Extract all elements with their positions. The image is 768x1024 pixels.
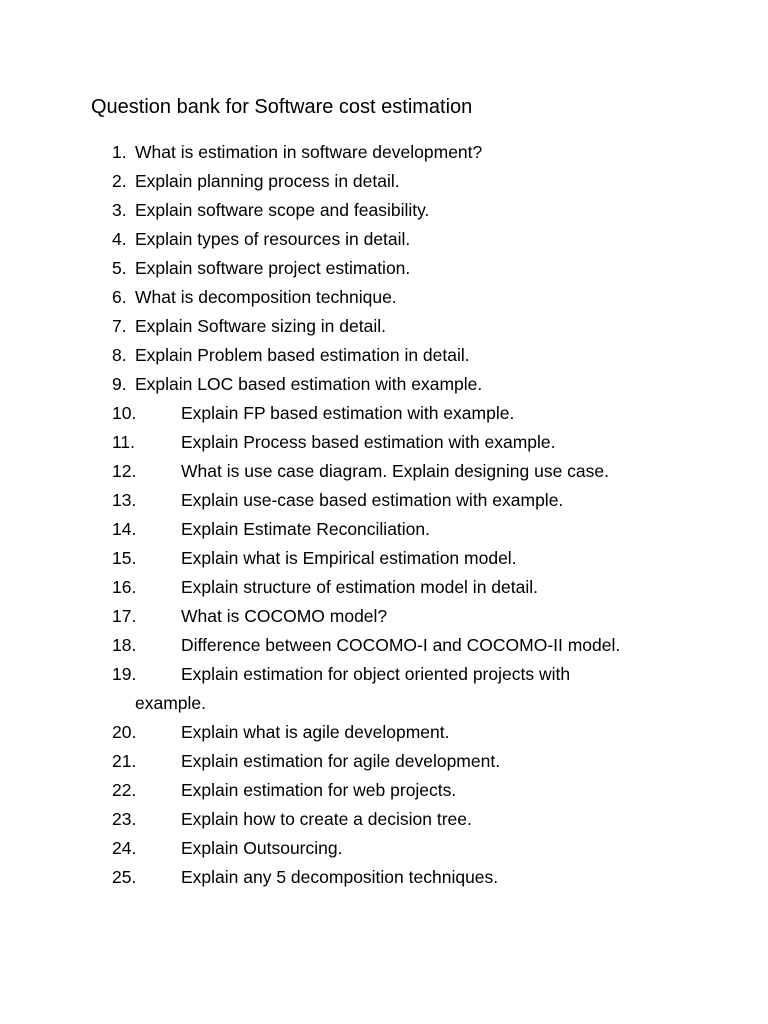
question-item	[0, 718, 768, 747]
question-text: Difference between COCOMO-I and COCOMO-II model.	[181, 635, 621, 655]
question-item	[0, 573, 768, 602]
question-text: Explain FP based estimation with example.	[181, 403, 515, 423]
question-text: Explain estimation for agile development.	[181, 751, 501, 771]
question-item	[0, 863, 768, 892]
question-number: 14.	[112, 519, 137, 539]
question-number: 19.	[112, 664, 137, 684]
question-item	[0, 834, 768, 863]
question-number: 5.	[112, 258, 127, 278]
question-text: What is COCOMO model?	[181, 606, 388, 626]
question-number: 4.	[112, 229, 127, 249]
question-text: What is estimation in software development?	[135, 142, 483, 162]
question-item	[0, 225, 768, 254]
question-item	[0, 138, 768, 167]
question-text: Explain Outsourcing.	[181, 838, 343, 858]
question-number: 11.	[112, 432, 136, 452]
question-item	[0, 457, 768, 486]
question-number: 21.	[112, 751, 137, 771]
question-item	[0, 370, 768, 399]
question-text: Explain LOC based estimation with example.	[135, 374, 483, 394]
question-text: Explain what is Empirical estimation model.	[181, 548, 517, 568]
question-number: 7.	[112, 316, 127, 336]
question-item	[0, 196, 768, 225]
question-item	[0, 428, 768, 457]
question-item	[0, 602, 768, 631]
question-number: 15.	[112, 548, 137, 568]
question-item	[0, 254, 768, 283]
question-text: Explain software scope and feasibility.	[135, 200, 430, 220]
question-item	[0, 341, 768, 370]
question-item	[0, 660, 768, 718]
question-number: 13.	[112, 490, 137, 510]
question-number: 23.	[112, 809, 137, 829]
question-text: Explain planning process in detail.	[135, 171, 400, 191]
question-item	[0, 515, 768, 544]
question-item	[0, 544, 768, 573]
question-text: Explain use-case based estimation with example.	[181, 490, 564, 510]
question-number: 17.	[112, 606, 137, 626]
question-number: 20.	[112, 722, 137, 742]
question-text: Explain how to create a decision tree.	[181, 809, 472, 829]
question-number: 6.	[112, 287, 127, 307]
question-number: 25.	[112, 867, 137, 887]
question-text: Explain Estimate Reconciliation.	[181, 519, 431, 539]
question-text: Explain estimation for object oriented projects with	[181, 664, 571, 684]
question-text: Explain estimation for web projects.	[181, 780, 457, 800]
question-number: 24.	[112, 838, 137, 858]
question-text: Explain types of resources in detail.	[135, 229, 411, 249]
question-item	[0, 399, 768, 428]
question-text: Explain Process based estimation with example.	[181, 432, 556, 452]
question-text-continuation: example.	[135, 693, 207, 713]
question-item	[0, 631, 768, 660]
question-number: 2.	[112, 171, 127, 191]
question-text: Explain any 5 decomposition techniques.	[181, 867, 499, 887]
question-item	[0, 283, 768, 312]
question-item	[0, 747, 768, 776]
question-number: 18.	[112, 635, 137, 655]
question-item	[0, 805, 768, 834]
question-text: Explain structure of estimation model in detail.	[181, 577, 538, 597]
question-item	[0, 312, 768, 341]
question-item	[0, 776, 768, 805]
question-text: Explain Software sizing in detail.	[135, 316, 386, 336]
document-title: Question bank for Software cost estimation	[91, 96, 473, 118]
question-number: 16.	[112, 577, 137, 597]
question-text: Explain what is agile development.	[181, 722, 450, 742]
question-number: 9.	[112, 374, 127, 394]
question-text: Explain Problem based estimation in detail.	[135, 345, 470, 365]
question-text: Explain software project estimation.	[135, 258, 411, 278]
question-list	[0, 138, 768, 892]
question-number: 12.	[112, 461, 137, 481]
question-number: 8.	[112, 345, 127, 365]
question-number: 10.	[112, 403, 137, 423]
question-text: What is use case diagram. Explain designing use case.	[181, 461, 610, 481]
question-text: What is decomposition technique.	[135, 287, 397, 307]
question-number: 22.	[112, 780, 137, 800]
question-number: 3.	[112, 200, 127, 220]
question-number: 1.	[112, 142, 127, 162]
question-item	[0, 167, 768, 196]
question-item	[0, 486, 768, 515]
